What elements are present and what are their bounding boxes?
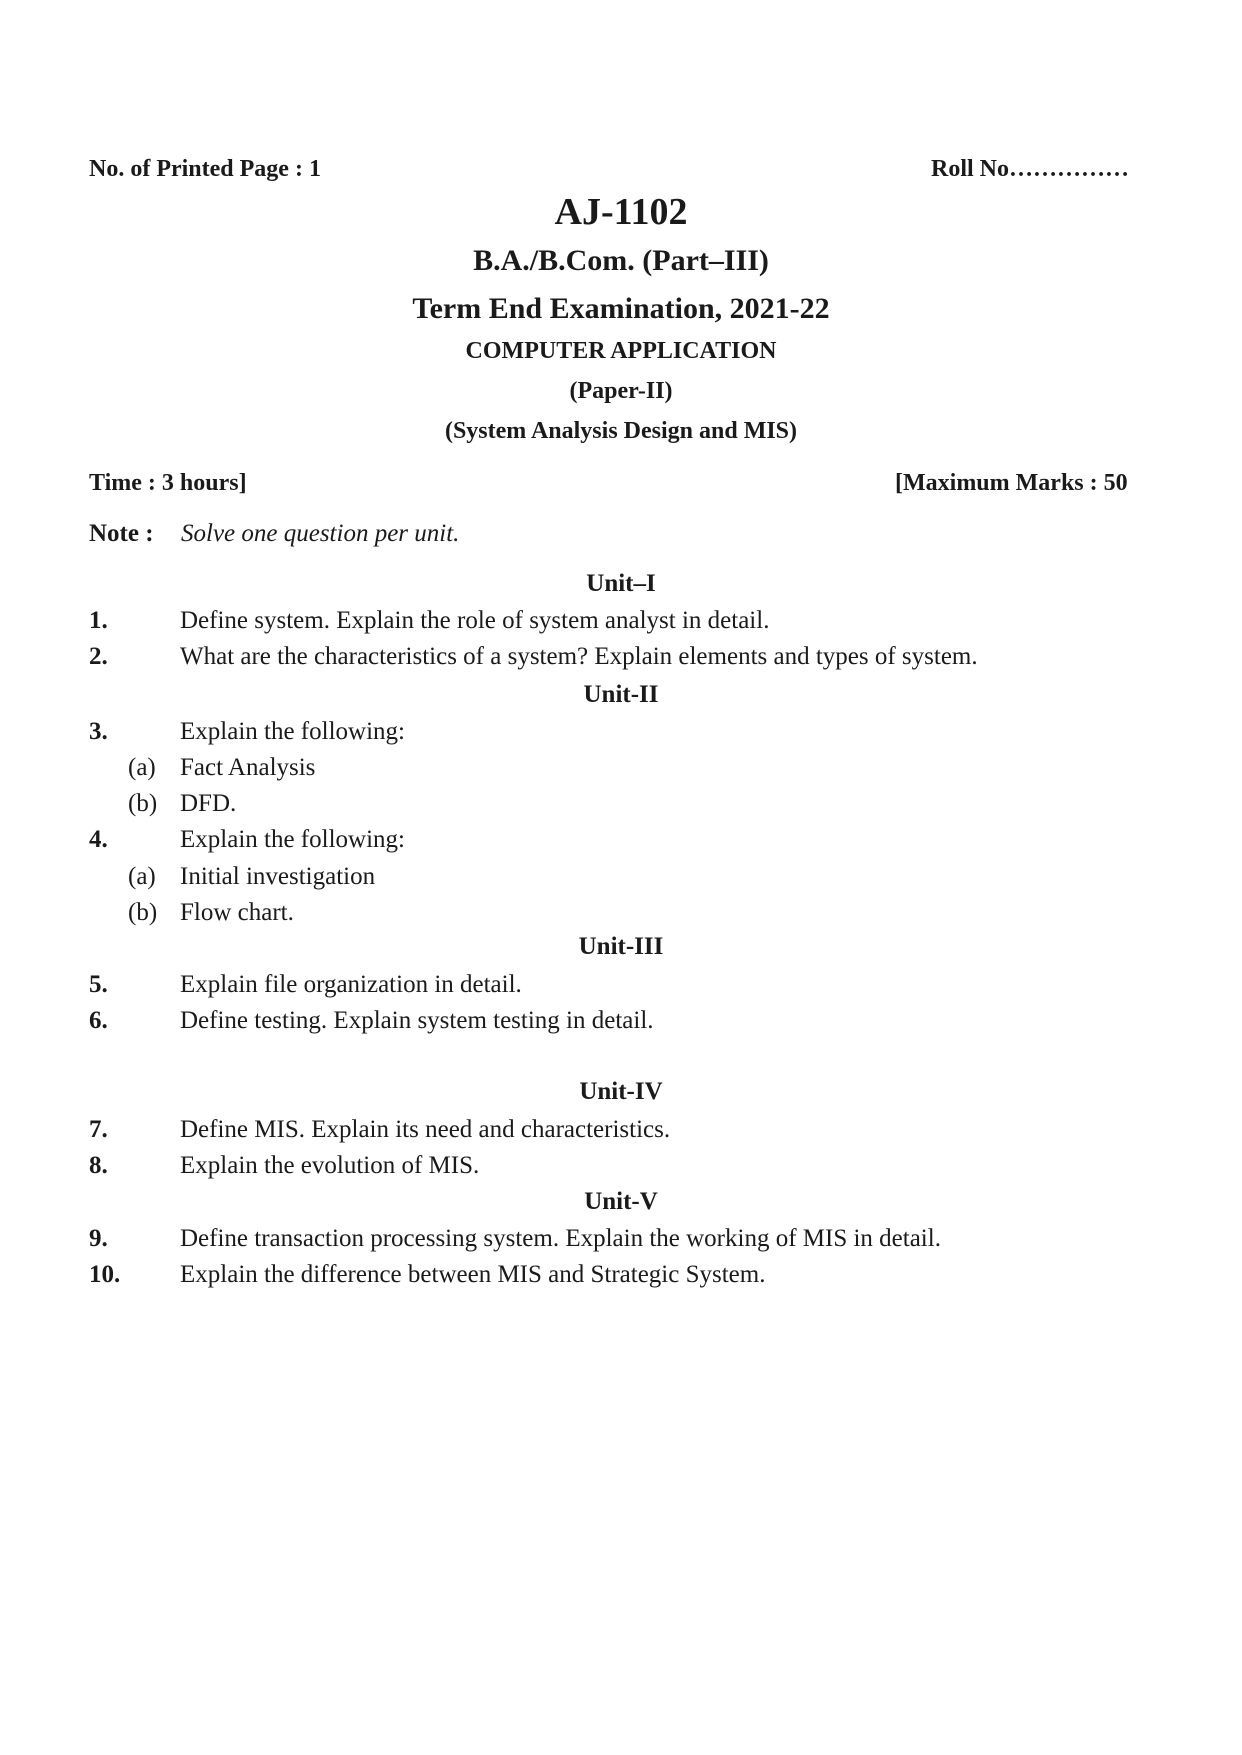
- note-label: Note :: [89, 520, 154, 547]
- sub-question-label: (b): [128, 790, 158, 817]
- question-number: 9.: [89, 1225, 108, 1252]
- question-number: 5.: [89, 971, 108, 998]
- unit-heading: Unit-II: [583, 681, 659, 708]
- course-name: B.A./B.Com. (Part–III): [473, 244, 769, 277]
- question-number: 4.: [89, 826, 108, 853]
- unit-heading: Unit-III: [578, 933, 664, 960]
- question-text: Define system. Explain the role of system analyst in detail.: [180, 607, 770, 634]
- question-number: 1.: [89, 607, 108, 634]
- subject-title: COMPUTER APPLICATION: [465, 338, 777, 364]
- question-text: Define testing. Explain system testing in detail.: [180, 1007, 654, 1034]
- unit-heading: Unit-IV: [579, 1078, 663, 1105]
- unit-heading: Unit–I: [586, 570, 656, 597]
- sub-question-label: (a): [128, 863, 156, 890]
- maximum-marks: [Maximum Marks : 50: [895, 470, 1128, 496]
- question-text: Explain the following:: [180, 826, 405, 853]
- exam-title: Term End Examination, 2021-22: [412, 292, 830, 325]
- question-text: Explain the evolution of MIS.: [180, 1152, 480, 1179]
- sub-question-text: DFD.: [180, 790, 237, 817]
- question-number: 10.: [89, 1261, 121, 1288]
- question-text: What are the characteristics of a system? Explain elements and types of system.: [180, 643, 978, 670]
- unit-heading: Unit-V: [584, 1188, 658, 1215]
- question-text: Explain the difference between MIS and Strategic System.: [180, 1261, 766, 1288]
- paper-number: (Paper-II): [569, 378, 673, 404]
- printed-pages-count: No. of Printed Page : 1: [89, 156, 321, 182]
- sub-question-text: Flow chart.: [180, 899, 294, 926]
- question-number: 7.: [89, 1116, 108, 1143]
- question-number: 6.: [89, 1007, 108, 1034]
- question-number: 8.: [89, 1152, 108, 1179]
- question-text: Define transaction processing system. Explain the working of MIS in detail.: [180, 1225, 941, 1252]
- question-text: Explain the following:: [180, 718, 405, 745]
- question-text: Define MIS. Explain its need and characteristics.: [180, 1116, 671, 1143]
- paper-title: (System Analysis Design and MIS): [444, 418, 798, 444]
- sub-question-text: Initial investigation: [180, 863, 376, 890]
- question-text: Explain file organization in detail.: [180, 971, 522, 998]
- roll-number-field: Roll No……………: [931, 156, 1129, 182]
- sub-question-text: Fact Analysis: [180, 754, 316, 781]
- paper-code: AJ-1102: [554, 191, 688, 233]
- note-text: Solve one question per unit.: [181, 520, 460, 547]
- question-number: 3.: [89, 718, 108, 745]
- exam-time: Time : 3 hours]: [89, 470, 247, 496]
- sub-question-label: (a): [128, 754, 156, 781]
- question-number: 2.: [89, 643, 108, 670]
- sub-question-label: (b): [128, 899, 158, 926]
